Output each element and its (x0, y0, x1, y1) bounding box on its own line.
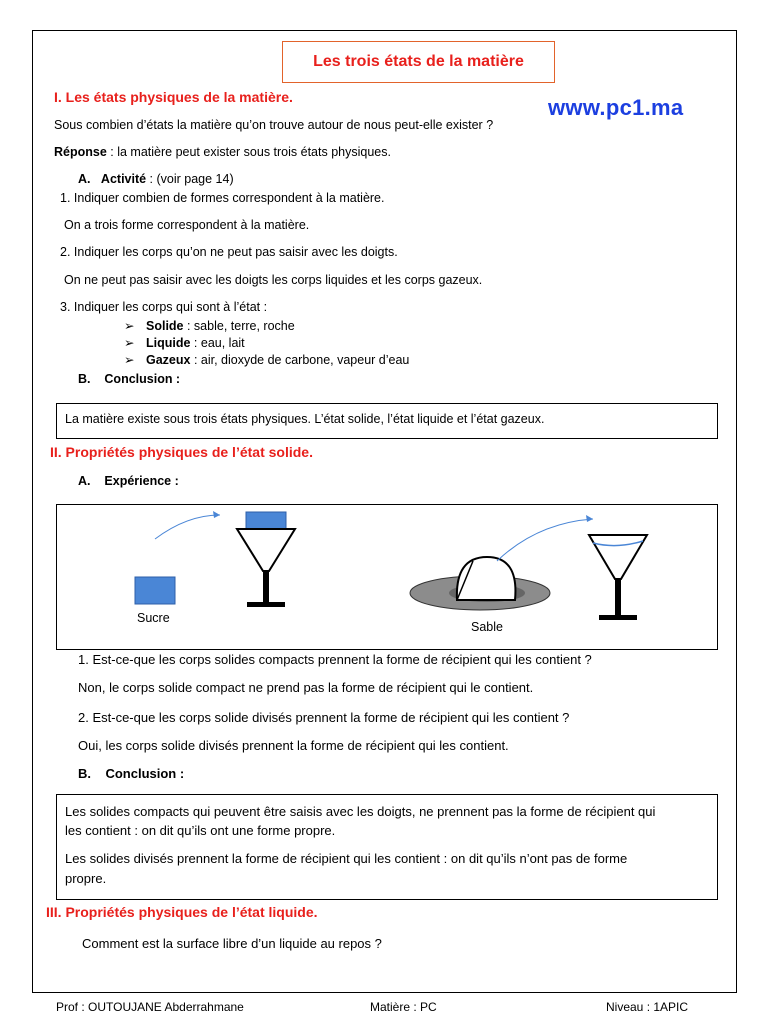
conclusion-label: Conclusion : (104, 372, 181, 386)
arrow-bullet-icon: ➢ (124, 353, 135, 367)
bullet-label: Gazeux (146, 353, 191, 367)
glass-right-base (599, 615, 637, 620)
experience-label: Expérience : (104, 474, 179, 488)
conclusion-2-box (56, 794, 718, 900)
conclusion-2-p2-line1: Les solides divisés prennent la forme de récipient qui les contient : on dit qu’ils n’ont pas de forme (65, 851, 628, 866)
label-sucre: Sucre (137, 611, 170, 625)
activity-question-2: 2. Indiquer les corps qu’on ne peut pas saisir avec les doigts. (60, 245, 398, 259)
page-title: Les trois états de la matière (282, 41, 555, 83)
conclusion-2-p1-line1: Les solides compacts qui peuvent être saisis avec les doigts, ne prennent pas la forme de récipient qui (65, 804, 656, 819)
bullet-label: Solide (146, 319, 184, 333)
glass-left-base (247, 602, 285, 607)
bullet-label: Liquide (146, 336, 191, 350)
section-2-heading: II. Propriétés physiques de l’état solide. (50, 444, 313, 460)
bullet-text: : air, dioxyde de carbone, vapeur d’eau (190, 353, 410, 367)
conclusion-2-p2-line2: propre. (65, 871, 107, 886)
conclusion-prefix: B. (78, 372, 91, 386)
experience-answer-1: Non, le corps solide compact ne prend pas la forme de récipient qui le contient. (78, 680, 534, 695)
transfer-arrow-right (497, 519, 593, 561)
activity-answer-2: On ne peut pas saisir avec les doigts les corps liquides et les corps gazeux. (64, 273, 483, 287)
conclusion-1-heading (78, 372, 180, 386)
section-1-question: Sous combien d’états la matière qu’on trouve autour de nous peut-elle exister ? (54, 118, 494, 132)
arrow-bullet-icon: ➢ (124, 319, 135, 333)
section-1-heading: I. Les états physiques de la matière. (54, 89, 293, 105)
arrow-bullet-icon: ➢ (124, 336, 135, 350)
reponse-label: Réponse (54, 145, 107, 159)
activity-question-3: 3. Indiquer les corps qui sont à l’état : (60, 300, 268, 314)
website-link[interactable]: www.pc1.ma (548, 95, 684, 120)
section-3-heading: III. Propriétés physiques de l’état liquide. (46, 904, 318, 920)
conclusion-1-text: La matière existe sous trois états physiques. L’état solide, l’état liquide et l’état gazeux. (65, 412, 545, 426)
conclusion-2-heading (78, 766, 184, 781)
experience-prefix: A. (78, 474, 91, 488)
experience-heading (78, 474, 179, 488)
activite-prefix: A. (78, 172, 91, 186)
section-3-question: Comment est la surface libre d’un liquide au repos ? (82, 936, 382, 951)
glass-left-bowl (237, 529, 295, 571)
bullet-text: : sable, terre, roche (183, 319, 295, 333)
bullet-solide (124, 318, 295, 333)
footer-prof: Prof : OUTOUJANE Abderrahmane (56, 1000, 244, 1014)
conclusion-prefix: B. (78, 766, 91, 781)
conclusion-1-box (56, 403, 718, 439)
activite-text: : (voir page 14) (146, 172, 234, 186)
experience-answer-2: Oui, les corps solide divisés prennent la forme de récipient qui les contient. (78, 738, 509, 753)
experience-question-2: 2. Est-ce-que les corps solide divisés prennent la forme de récipient qui les contient ? (78, 710, 570, 725)
bullet-liquide (124, 335, 245, 350)
reponse-text: : la matière peut exister sous trois états physiques. (106, 145, 391, 159)
glass-right-stem (615, 579, 621, 617)
glass-left-stem (263, 571, 269, 604)
experience-question-1: 1. Est-ce-que les corps solides compacts prennent la forme de récipient qui les contient ? (78, 652, 592, 667)
arrowhead-left-icon (213, 511, 220, 518)
label-sable: Sable (471, 620, 503, 634)
sugar-cube (135, 577, 175, 604)
conclusion-label: Conclusion : (105, 766, 185, 781)
footer-matiere: Matière : PC (370, 1000, 437, 1014)
transfer-arrow-left (155, 515, 220, 539)
footer-niveau: Niveau : 1APIC (606, 1000, 689, 1014)
section-1-reponse (54, 145, 391, 159)
experiment-figure (56, 504, 718, 650)
arrowhead-right-icon (586, 515, 593, 522)
activity-answer-1: On a trois forme correspondent à la matière. (64, 218, 310, 232)
activite-label: Activité (100, 172, 147, 186)
activity-question-1: 1. Indiquer combien de formes correspondent à la matière. (60, 191, 385, 205)
activite-heading (78, 172, 234, 186)
experiment-illustration (57, 505, 717, 649)
bullet-gazeux (124, 352, 409, 367)
bullet-text: : eau, lait (190, 336, 245, 350)
conclusion-2-p1-line2: les contient : on dit qu’ils ont une forme propre. (65, 823, 336, 838)
